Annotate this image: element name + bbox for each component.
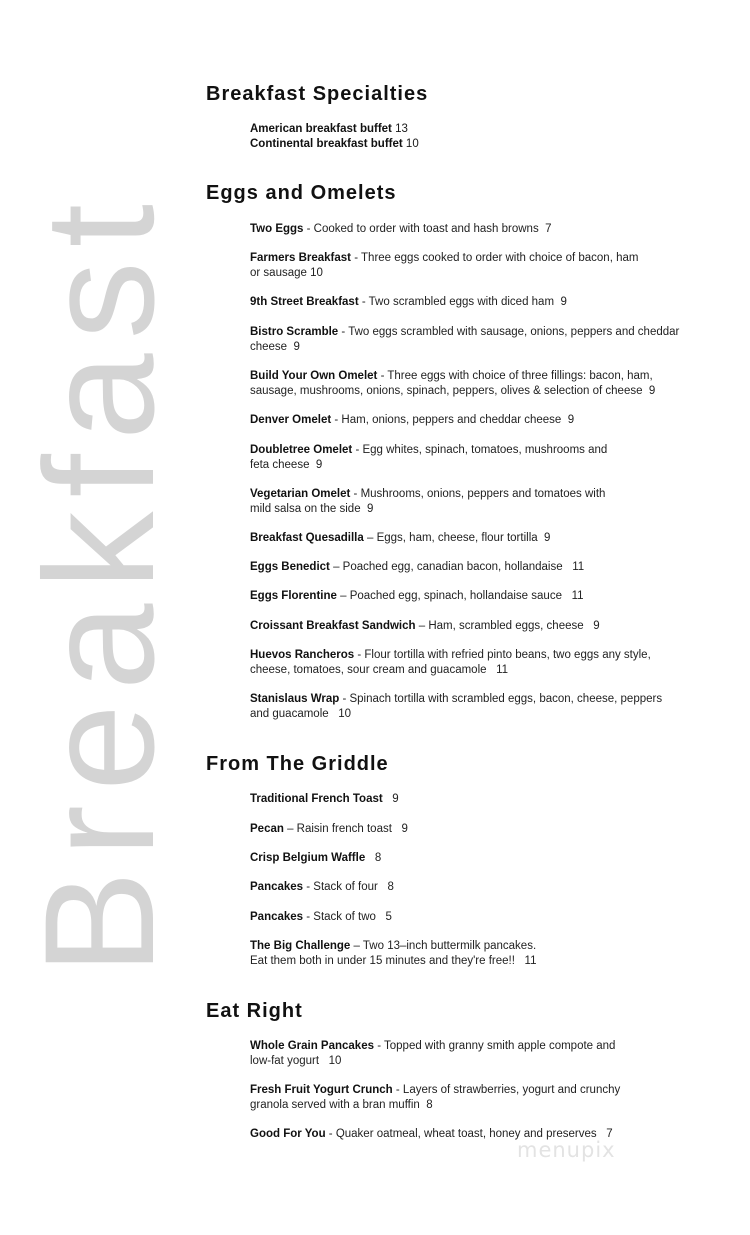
item-desc-line2: low-fat yogurt (250, 1055, 320, 1067)
item-price: 9 (544, 532, 551, 544)
item-desc: – Raisin french toast (283, 823, 392, 835)
item-price: 10 (338, 708, 352, 720)
menu-item (250, 531, 710, 546)
menu-item (250, 910, 710, 925)
item-price: 11 (524, 955, 537, 967)
item-name: Vegetarian Omelet (250, 488, 351, 500)
item-desc: - Three eggs cooked to order with choice of bacon, ham (351, 252, 639, 264)
item-price: 10 (328, 1055, 342, 1067)
menu-item (250, 619, 710, 634)
item-name: Build Your Own Omelet (250, 370, 378, 382)
item-price: 11 (572, 561, 585, 573)
menu-item (250, 443, 710, 473)
item-desc: - Two scrambled eggs with diced ham (358, 296, 555, 308)
item-name: Breakfast Quesadilla (250, 532, 364, 544)
item-name: Stanislaus Wrap (250, 693, 340, 705)
menu-item (250, 1127, 710, 1142)
item-desc: - Topped with granny smith apple compote and (374, 1040, 616, 1052)
item-desc-line2: Eat them both in under 15 minutes and they're free!! (250, 955, 515, 967)
menu-item (250, 295, 710, 310)
item-desc: - Flour tortilla with refried pinto beans, two eggs any style, (354, 649, 651, 661)
menu-item (250, 939, 710, 969)
item-desc: – Poached egg, spinach, hollandaise sauce (336, 590, 562, 602)
item-price: 11 (496, 664, 509, 676)
item-name: 9th Street Breakfast (250, 296, 359, 308)
item-name: Traditional French Toast (250, 793, 383, 805)
section-title-eat-right: Eat Right (206, 1000, 303, 1022)
item-price: 11 (571, 590, 584, 602)
item-name: Huevos Rancheros (250, 649, 355, 661)
item-name: Pancakes (250, 881, 304, 893)
menu-item (250, 1039, 710, 1069)
item-price: 5 (385, 911, 392, 923)
item-desc: - Stack of four (303, 881, 378, 893)
section-title-eggs: Eggs and Omelets (206, 182, 397, 204)
menu-item (250, 1083, 710, 1113)
section-title-specialties: Breakfast Specialties (206, 83, 429, 105)
item-name: Croissant Breakfast Sandwich (250, 620, 416, 632)
item-price: 9 (366, 503, 374, 515)
item-desc: - Mushrooms, onions, peppers and tomatoes with (350, 488, 606, 500)
item-desc: - Ham, onions, peppers and cheddar cheese (331, 414, 562, 426)
menu-item (250, 822, 710, 837)
item-price: 9 (392, 793, 399, 805)
item-desc-line2: and guacamole (250, 708, 329, 720)
item-name: Farmers Breakfast (250, 252, 352, 264)
item-desc-line2: granola served with a bran muffin (250, 1099, 420, 1111)
item-desc: – Poached egg, canadian bacon, hollandaise (329, 561, 563, 573)
item-price: 9 (315, 459, 323, 471)
item-desc: – Two 13–inch buttermilk pancakes. (350, 940, 537, 952)
item-desc: - Egg whites, spinach, tomatoes, mushrooms and (352, 444, 608, 456)
item-price: 9 (293, 341, 300, 353)
side-title-text: Breakfast (13, 190, 187, 975)
item-desc: - Layers of strawberries, yogurt and crunchy (392, 1084, 621, 1096)
item-price: 7 (545, 223, 552, 235)
side-title (13, 190, 187, 975)
menu-item (250, 792, 710, 807)
menu-item (250, 222, 710, 237)
item-price: 7 (606, 1128, 613, 1140)
watermark: menupix (517, 1138, 616, 1162)
item-desc-line2: sausage, mushrooms, onions, spinach, peppers, olives & selection of cheese (250, 385, 643, 397)
item-name: Pancakes (250, 911, 304, 923)
item-price: 9 (648, 385, 656, 397)
item-price: 8 (387, 881, 394, 893)
item-desc: – Eggs, ham, cheese, flour tortilla (363, 532, 538, 544)
item-desc: - Three eggs with choice of three fillings: bacon, ham, (377, 370, 653, 382)
item-name: Crisp Belgium Waffle (250, 852, 366, 864)
item-price: 10 (310, 267, 323, 279)
item-desc: - Spinach tortilla with scrambled eggs, bacon, cheese, peppers (339, 693, 663, 705)
menu-item (250, 692, 710, 722)
item-name: Fresh Fruit Yogurt Crunch (250, 1084, 393, 1096)
item-name: Good For You (250, 1128, 326, 1140)
item-price: 8 (374, 852, 382, 864)
item-price: 13 (395, 123, 408, 135)
item-price: 9 (593, 620, 600, 632)
item-desc-line2: cheese, tomatoes, sour cream and guacamole (250, 664, 487, 676)
item-price: 9 (567, 414, 575, 426)
menu-item (250, 137, 419, 152)
menu-item (250, 369, 710, 399)
item-name: Eggs Benedict (250, 561, 330, 573)
menu-item (250, 487, 710, 517)
item-name: Bistro Scramble (250, 326, 339, 338)
menu-item (250, 880, 710, 895)
item-desc-line2: or sausage (250, 267, 307, 279)
item-name: Doubletree Omelet (250, 444, 353, 456)
item-name: The Big Challenge (250, 940, 351, 952)
item-price: 9 (560, 296, 567, 308)
menu-item (250, 648, 710, 678)
item-name: Pecan (250, 823, 284, 835)
item-desc: - Stack of two (303, 911, 376, 923)
menu-item (250, 589, 710, 604)
item-name: Two Eggs (250, 223, 304, 235)
item-price: 9 (401, 823, 408, 835)
section-title-griddle: From The Griddle (206, 753, 389, 775)
menu-item (250, 251, 710, 281)
menu-item (250, 413, 710, 428)
item-desc: – Ham, scrambled eggs, cheese (415, 620, 584, 632)
item-desc: - Two eggs scrambled with sausage, onions, peppers and cheddar (338, 326, 680, 338)
item-desc: - Cooked to order with toast and hash browns (303, 223, 539, 235)
item-price: 8 (426, 1099, 433, 1111)
menu-item (250, 560, 710, 575)
item-name: Continental breakfast buffet (250, 138, 403, 150)
item-desc: - Quaker oatmeal, wheat toast, honey and preserves (325, 1128, 597, 1140)
item-desc-line2: cheese (250, 341, 288, 353)
menu-item (250, 122, 408, 137)
item-desc-line2: feta cheese (250, 459, 310, 471)
item-name: Whole Grain Pancakes (250, 1040, 374, 1052)
item-name: Eggs Florentine (250, 590, 337, 602)
item-name: American breakfast buffet (250, 123, 392, 135)
item-price: 10 (405, 138, 419, 150)
menu-item (250, 851, 710, 866)
item-desc-line2: mild salsa on the side (250, 503, 361, 515)
item-name: Denver Omelet (250, 414, 332, 426)
menu-item (250, 325, 710, 355)
